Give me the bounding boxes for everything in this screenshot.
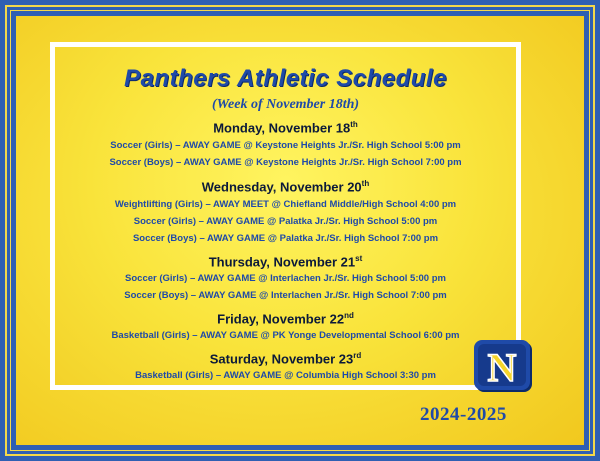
event-item: Soccer (Boys) – AWAY GAME @ Interlachen Jr./Sr. High School 7:00 pm — [124, 290, 447, 301]
event-item: Basketball (Girls) – AWAY GAME @ Columbia High School 3:30 pm — [135, 370, 436, 381]
page-title: Panthers Athletic Schedule — [124, 65, 447, 92]
event-item: Weightlifting (Girls) – AWAY MEET @ Chiefland Middle/High School 4:00 pm — [114, 199, 457, 210]
event-item: Soccer (Girls) – AWAY GAME @ Keystone Heights Jr./Sr. High School 5:00 pm — [110, 140, 461, 151]
event-item: Soccer (Boys) – AWAY GAME @ Palatka Jr./Sr. High School 7:00 pm — [132, 233, 439, 244]
day-heading-thursday: Thursday, November 21st — [208, 254, 363, 270]
event-item: Basketball (Girls) – AWAY GAME @ PK Yonge Developmental School 6:00 pm — [111, 330, 460, 341]
day-heading-wednesday: Wednesday, November 20th — [201, 179, 370, 195]
event-item: Soccer (Girls) – AWAY GAME @ Interlachen Jr./Sr. High School 5:00 pm — [125, 273, 446, 284]
event-item: Soccer (Girls) – AWAY GAME @ Palatka Jr./Sr. High School 5:00 pm — [133, 216, 438, 227]
logo-letter: N — [487, 345, 517, 390]
panther-n-logo — [472, 338, 536, 396]
school-year: 2024-2025 — [420, 404, 507, 425]
day-heading-monday: Monday, November 18th — [213, 120, 358, 136]
event-item: Soccer (Boys) – AWAY GAME @ Keystone Heights Jr./Sr. High School 7:00 pm — [109, 157, 462, 168]
day-heading-friday: Friday, November 22nd — [217, 311, 354, 327]
day-heading-saturday: Saturday, November 23rd — [209, 351, 362, 367]
schedule-panel — [50, 42, 521, 390]
week-subtitle: (Week of November 18th) — [211, 97, 360, 112]
